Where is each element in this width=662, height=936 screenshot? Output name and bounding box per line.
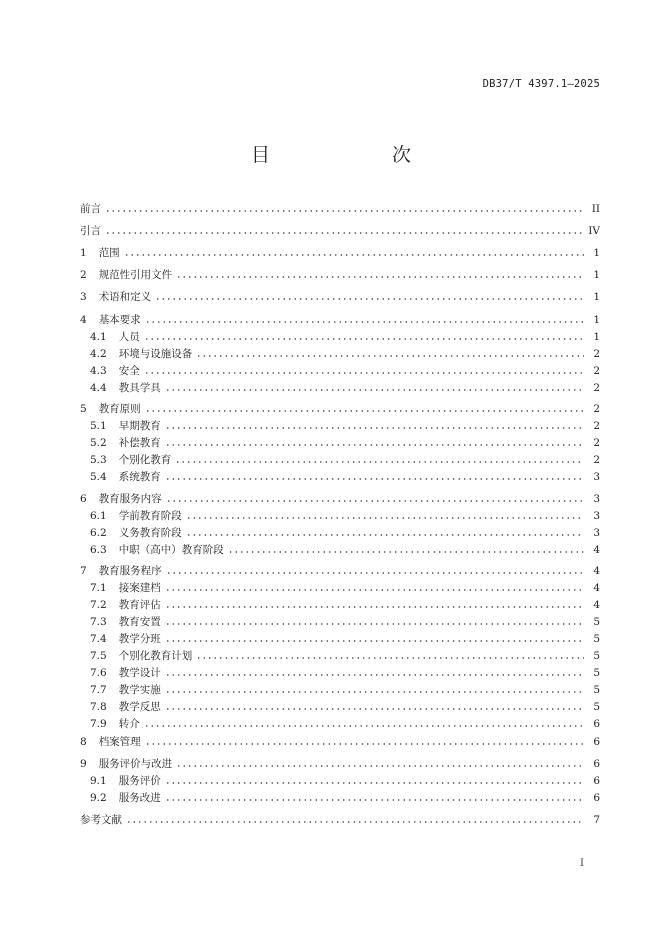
toc-entry-number: 9.1 [90,775,107,787]
toc-entry-title: 个别化教育 [118,454,172,466]
toc-entry-title: 安全 [118,365,140,377]
toc-entry-title: 前言 [80,203,101,215]
toc-entry[interactable] [90,791,600,805]
toc-entry-page: II [591,203,600,215]
dot-leader [165,427,584,429]
toc-entry-page: 2 [593,403,600,415]
toc-entry-page: 1 [593,291,600,303]
toc-entry-title: 教育服务内容 [98,493,162,505]
toc-entry-title: 术语和定义 [98,291,152,303]
toc-entry-title: 教学反思 [118,701,161,713]
toc-entry[interactable] [90,649,600,663]
dot-leader [196,657,584,659]
toc-entry-title: 规范性引用文件 [98,269,173,281]
dot-leader [166,500,584,502]
dot-leader [124,254,584,256]
dot-leader [105,210,584,212]
dot-leader [165,444,584,446]
toc-entry[interactable] [90,717,600,731]
dot-leader [165,674,584,676]
toc-entry-title: 早期教育 [118,420,161,432]
toc-entry-number: 6.2 [90,527,107,539]
toc-entry-title: 人员 [118,331,140,343]
toc-entry-number: 5.1 [90,420,107,432]
toc-entry-page: 5 [593,667,600,679]
toc-entry-number: 5.3 [90,454,107,466]
toc-entry[interactable] [90,364,600,378]
toc-entry-title: 教具学具 [118,382,161,394]
toc-entry-number: 7.3 [90,616,107,628]
toc-entry-number: 8 [80,736,87,748]
toc-entry-page: 2 [593,437,600,449]
toc-entry-title: 教育服务程序 [98,565,162,577]
toc-entry-title: 范围 [98,247,120,259]
toc-entry-page: 5 [593,701,600,713]
toc-entry[interactable] [90,700,600,714]
toc-entry-page: 2 [593,348,600,360]
toc-entry-number: 4.4 [90,382,107,394]
toc-entry-title: 教学设计 [118,667,161,679]
toc-entry-number: 4.1 [90,331,107,343]
toc-entry-page: 4 [593,582,600,594]
toc-entry-page: 1 [593,269,600,281]
toc-entry-page: 3 [593,471,600,483]
toc-entry-number: 3 [80,291,87,303]
toc-entry-title: 接案建档 [118,582,161,594]
toc-entry-number: 6.3 [90,544,107,556]
toc-entry-title: 教育安置 [118,616,161,628]
toc-entry[interactable] [80,757,600,771]
toc-entry[interactable] [90,419,600,433]
toc-entry-title: 中职（高中）教育阶段 [118,544,224,556]
toc-entry-page: 6 [593,718,600,730]
dot-leader [186,534,584,536]
toc-entry-page: 5 [593,633,600,645]
toc-entry-number: 2 [80,269,87,281]
toc-entry-number: 6 [80,493,87,505]
toc-entry[interactable] [90,436,600,450]
dot-leader [165,782,584,784]
toc-entry[interactable] [80,813,600,827]
toc-entry-number: 4.3 [90,365,107,377]
toc-entry-page: 1 [593,314,600,326]
toc-entry-page: 4 [593,544,600,556]
dot-leader [165,799,584,801]
dot-leader [196,355,584,357]
dot-leader [145,743,584,745]
toc-entry-page: 3 [593,510,600,522]
toc-entry-page: 6 [593,792,600,804]
dot-leader [165,640,584,642]
toc-entry-title: 学前教育阶段 [118,510,182,522]
dot-leader [165,606,584,608]
dot-leader [145,410,584,412]
dot-leader [186,517,584,519]
toc-entry-title: 教学分班 [118,633,161,645]
toc-entry-title: 教学实施 [118,684,161,696]
toc-entry-title: 服务改进 [118,792,161,804]
toc-entry-page: 3 [593,527,600,539]
dot-leader [144,338,584,340]
toc-entry[interactable] [80,564,600,578]
page-title: 目 次 [250,144,439,166]
toc-entry-title: 补偿教育 [118,437,161,449]
dot-leader [126,821,584,823]
toc-entry-number: 7.7 [90,684,107,696]
toc-entry-page: 6 [593,775,600,787]
toc-entry-title: 参考文献 [80,814,122,826]
toc-entry-page: 6 [593,736,600,748]
toc-entry-page: 6 [593,758,600,770]
toc-entry[interactable] [90,774,600,788]
toc-entry-number: 9 [80,758,87,770]
dot-leader [176,276,584,278]
toc-entry[interactable] [80,290,600,304]
dot-leader [175,461,584,463]
toc-entry[interactable] [80,224,600,238]
toc-entry[interactable] [90,598,600,612]
toc-entry-title: 服务评价 [118,775,161,787]
toc-entry-number: 5.2 [90,437,107,449]
toc-entry-number: 9.2 [90,792,107,804]
toc-entry[interactable] [90,632,600,646]
dot-leader [155,298,584,300]
toc-entry[interactable] [90,543,600,557]
toc-entry[interactable] [90,509,600,523]
toc-entry-page: 2 [593,420,600,432]
dot-leader [176,765,584,767]
toc-entry[interactable] [90,381,600,395]
toc-entry-number: 7 [80,565,87,577]
toc-entry-title: 系统教育 [118,471,161,483]
toc-entry[interactable] [90,526,600,540]
toc-entry-number: 7.1 [90,582,107,594]
toc-entry[interactable] [90,330,600,344]
toc-entry[interactable] [90,347,600,361]
toc-entry-title: 转介 [118,718,140,730]
toc-entry-number: 7.9 [90,718,107,730]
toc-entry-page: 2 [593,454,600,466]
toc-entry[interactable] [80,313,600,327]
toc-entry-number: 7.4 [90,633,107,645]
dot-leader [144,372,584,374]
toc-entry-title: 个别化教育计划 [118,650,193,662]
toc-entry-title: 教育原则 [98,403,141,415]
toc-entry-page: 5 [593,684,600,696]
toc-entry[interactable] [80,246,600,260]
toc-entry-page: 2 [593,382,600,394]
dot-leader [165,478,584,480]
toc-entry-page: 1 [593,331,600,343]
toc-entry-number: 4.2 [90,348,107,360]
toc-entry-number: 6.1 [90,510,107,522]
toc-entry-number: 5 [80,403,87,415]
toc-entry-number: 7.8 [90,701,107,713]
toc-entry[interactable] [80,268,600,282]
toc-entry[interactable] [90,615,600,629]
toc-entry-number: 7.6 [90,667,107,679]
dot-leader [166,572,584,574]
dot-leader [165,708,584,710]
toc-entry-title: 档案管理 [98,736,141,748]
toc-entry-number: 1 [80,247,87,259]
toc-entry[interactable] [90,666,600,680]
toc-entry[interactable] [90,683,600,697]
toc-entry-page: 3 [593,493,600,505]
dot-leader [165,691,584,693]
toc-entry[interactable] [90,581,600,595]
toc-entry-title: 义务教育阶段 [118,527,182,539]
dot-leader [145,321,584,323]
toc-entry-title: 教育评估 [118,599,161,611]
toc-entry[interactable] [80,492,600,506]
document-code: DB37/T 4397.1—2025 [482,78,600,90]
dot-leader [144,725,584,727]
toc-entry[interactable] [90,470,600,484]
dot-leader [228,551,584,553]
toc-entry-page: 1 [593,247,600,259]
toc-entry-page: 2 [593,365,600,377]
toc-entry[interactable] [90,453,600,467]
dot-leader [165,589,584,591]
dot-leader [165,389,584,391]
toc-entry-title: 环境与设施设备 [118,348,193,360]
toc-entry-number: 7.2 [90,599,107,611]
dot-leader [105,232,584,234]
toc-entry[interactable] [80,402,600,416]
toc-entry-page: 7 [593,814,600,826]
toc-entry-number: 5.4 [90,471,107,483]
toc-entry-page: IV [588,225,600,237]
toc-entry-title: 服务评价与改进 [98,758,173,770]
toc-entry-page: 4 [593,565,600,577]
toc-entry-number: 7.5 [90,650,107,662]
dot-leader [165,623,584,625]
toc-entry-title: 引言 [80,225,101,237]
toc-entry-page: 5 [593,650,600,662]
toc-entry[interactable] [80,735,600,749]
toc-entry-page: 5 [593,616,600,628]
toc-entry-title: 基本要求 [98,314,141,326]
toc-entry-number: 4 [80,314,87,326]
page-number: I [580,858,584,869]
toc-entry[interactable] [80,202,600,216]
toc-entry-page: 4 [593,599,600,611]
